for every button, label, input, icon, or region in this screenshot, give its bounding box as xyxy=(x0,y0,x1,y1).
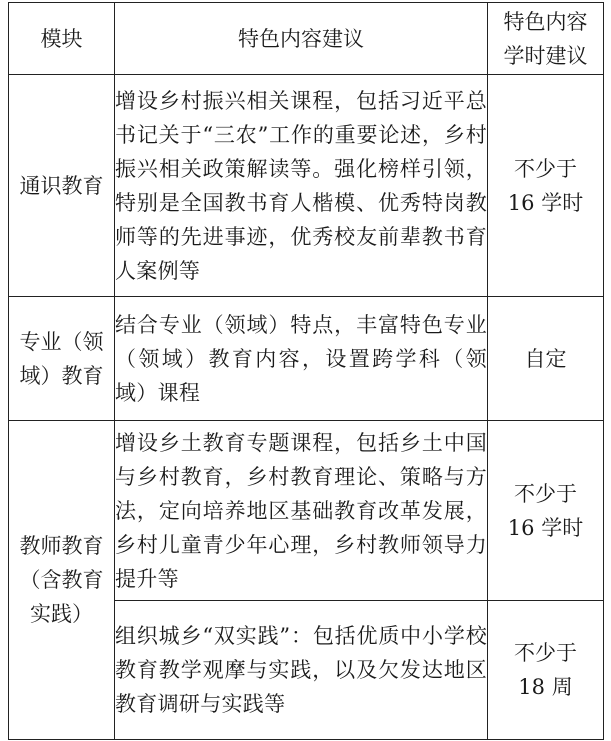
content-cell: 增设乡土教育专题课程，包括乡土中国与乡村教育，乡村教育理论、策略与方法，定向培养地区基础教育改革发展，乡村儿童青少年心理，乡村教师领导力提升等 xyxy=(115,421,488,601)
table-row xyxy=(9,297,604,421)
table-row xyxy=(9,421,604,601)
module-cell xyxy=(9,421,115,740)
module-cell xyxy=(9,297,115,421)
header-hours-line1: 特色内容 xyxy=(503,9,588,34)
header-module: 模块 xyxy=(9,3,115,75)
content-cell: 组织城乡“双实践”：包括优质中小学校教育教学观摩与实践，以及欠发达地区教育调研与实践等 xyxy=(115,601,488,740)
header-row xyxy=(9,3,604,75)
header-hours xyxy=(488,3,604,75)
module-label: 域）教育 xyxy=(19,363,104,388)
hours-line: 自定 xyxy=(524,346,567,371)
hours-cell xyxy=(488,75,604,297)
hours-line: 不少于 xyxy=(514,156,577,181)
table-row xyxy=(9,75,604,297)
header-hours-line2: 学时建议 xyxy=(503,43,588,68)
module-cell xyxy=(9,75,115,297)
header-content: 特色内容建议 xyxy=(115,3,488,75)
hours-cell xyxy=(488,297,604,421)
module-label: 通识教育 xyxy=(19,173,104,198)
content-cell: 增设乡村振兴相关课程，包括习近平总书记关于“三农”工作的重要论述，乡村振兴相关政策解读等。强化榜样引领，特别是全国教书育人楷模、优秀特岗教师等的先进事迹，优秀校友前辈教书育人案例等 xyxy=(115,75,488,297)
module-label: 专业（领 xyxy=(19,329,104,354)
curriculum-table xyxy=(8,2,604,740)
hours-line: 16 学时 xyxy=(507,515,584,540)
module-label: 实践） xyxy=(30,602,93,626)
hours-cell xyxy=(488,601,604,740)
hours-cell xyxy=(488,421,604,601)
hours-line: 18 周 xyxy=(518,675,573,699)
hours-line: 不少于 xyxy=(514,481,577,506)
hours-line: 16 学时 xyxy=(507,190,584,215)
module-label: （含教育 xyxy=(19,568,104,592)
module-label: 教师教育 xyxy=(19,534,104,558)
hours-line: 不少于 xyxy=(514,641,577,665)
content-cell: 结合专业（领域）特点，丰富特色专业（领域）教育内容，设置跨学科（领域）课程 xyxy=(115,297,488,421)
